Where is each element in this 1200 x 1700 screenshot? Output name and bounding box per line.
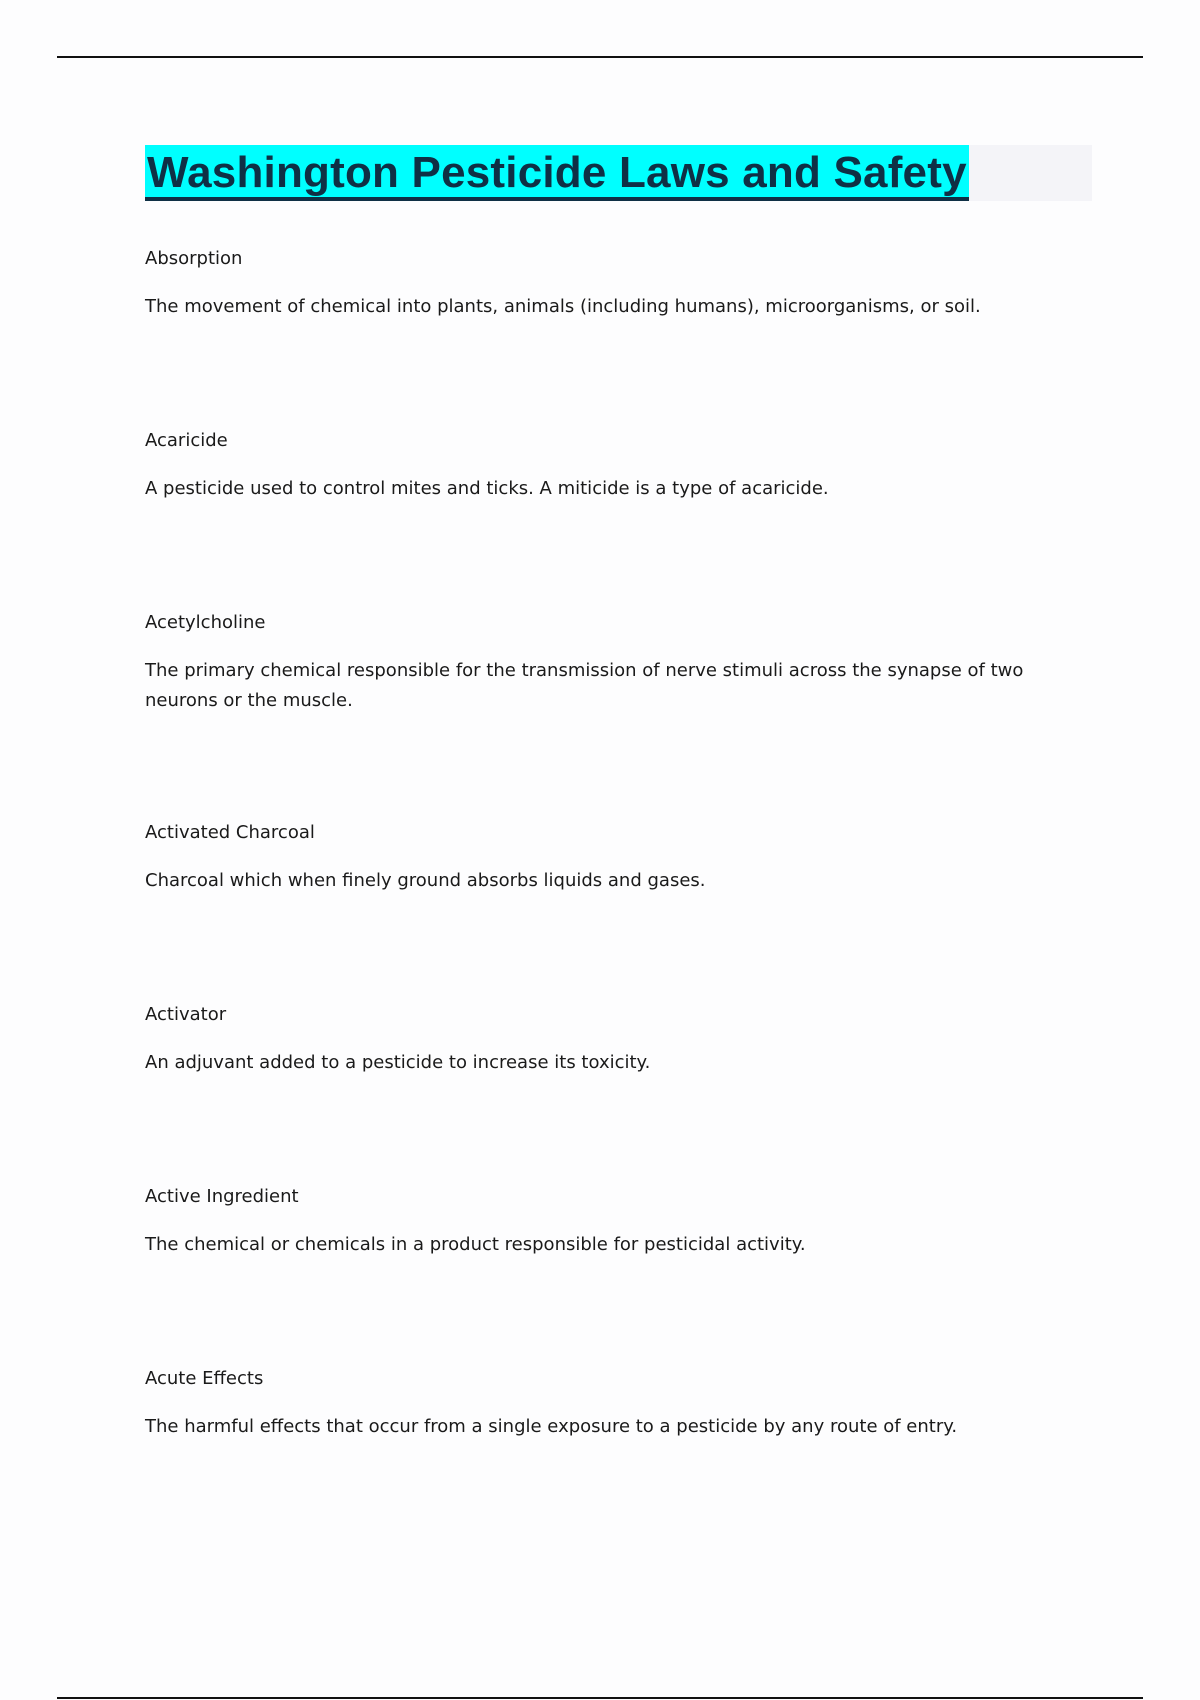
entry-term: Absorption [145, 248, 243, 269]
entry-term: Acaricide [145, 430, 228, 451]
entry-term: Activator [145, 1004, 227, 1025]
entry-definition: The movement of chemical into plants, animals (including humans), microorganisms, or soil. [145, 296, 981, 317]
glossary-entry [145, 428, 1045, 504]
glossary-entry [145, 1002, 1045, 1078]
entry-term: Acetylcholine [145, 612, 266, 633]
footer-rule [57, 1697, 1143, 1699]
entry-term: Activated Charcoal [145, 822, 315, 843]
entry-definition: The chemical or chemicals in a product responsible for pesticidal activity. [145, 1234, 806, 1255]
glossary-entry [145, 610, 1045, 716]
entry-term: Acute Effects [145, 1368, 264, 1389]
entry-definition: A pesticide used to control mites and ticks. A miticide is a type of acaricide. [145, 478, 829, 499]
entry-definition: An adjuvant added to a pesticide to increase its toxicity. [145, 1052, 651, 1073]
glossary-entry [145, 1184, 1045, 1260]
glossary-entry [145, 246, 1045, 322]
entry-term: Active Ingredient [145, 1186, 299, 1207]
document-title: Washington Pesticide Laws and Safety [145, 145, 969, 201]
title-block [145, 145, 1092, 201]
entry-definition: Charcoal which when finely ground absorbs liquids and gases. [145, 870, 706, 891]
glossary-entry [145, 820, 1045, 896]
glossary-entry [145, 1366, 1045, 1442]
header-rule [57, 56, 1143, 58]
entry-definition: The primary chemical responsible for the transmission of nerve stimuli across the synapse of two neurons or the muscle. [145, 660, 1024, 711]
entry-definition: The harmful effects that occur from a single exposure to a pesticide by any route of entry. [145, 1416, 958, 1437]
